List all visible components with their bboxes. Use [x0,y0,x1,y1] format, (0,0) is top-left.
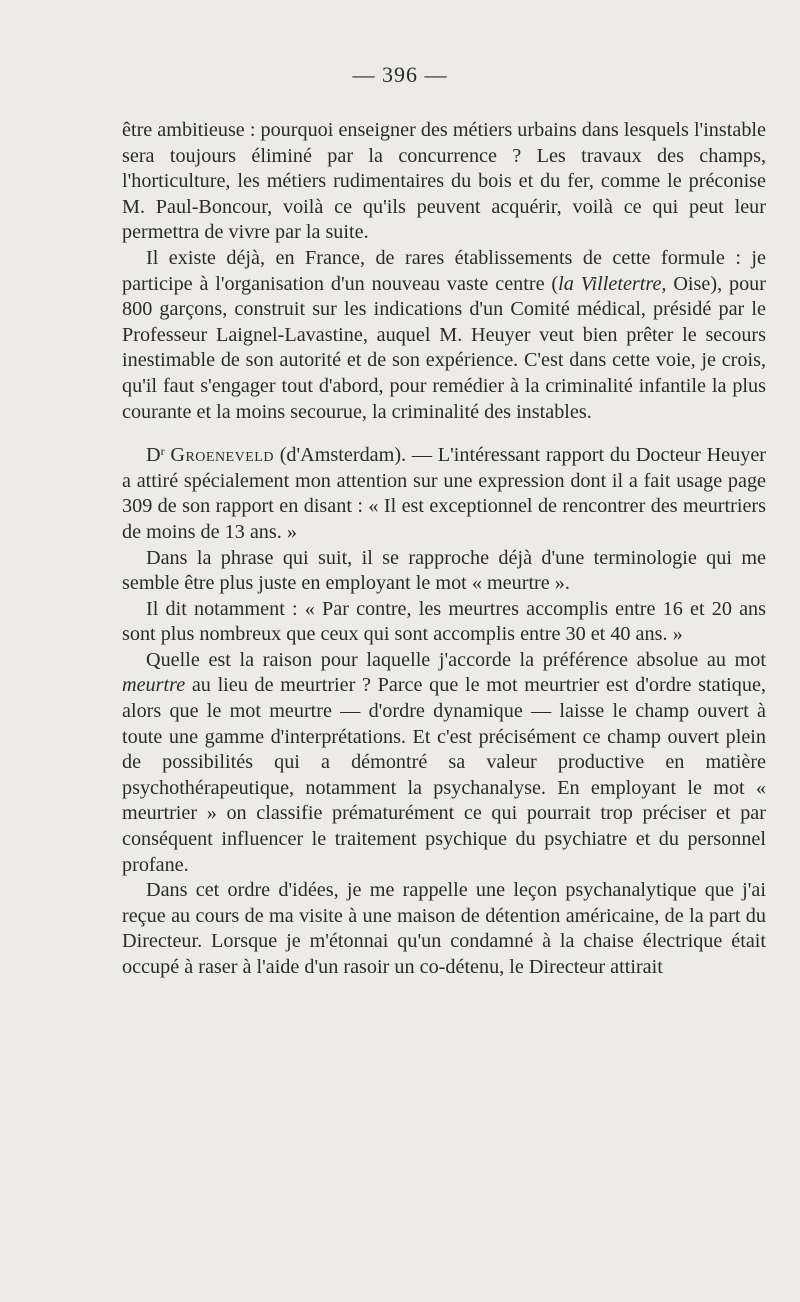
paragraph-3-text: (d'Amsterdam). — L'intéressant rapport du Docteur Heuyer a attiré spécialement mon attention sur une expression dont il a fait usage page 309 de son rapport en disant : « Il est exceptionnel de rencontrer des meurtriers de moins de 13 ans. » [122,444,767,543]
body-text [122,118,766,981]
paragraph-7: Dans cet ordre d'idées, je me rappelle une leçon psychanalytique que j'ai reçue au cours de ma visite à une maison de détention américaine, de la part du Directeur. Lorsque je m'étonnai qu'un condamné à la chaise électrique était occupé à raser à l'aide d'un rasoir un co-détenu, le Directeur attirait [122,879,766,978]
paragraph-6-text-b: au lieu de meurtrier ? Parce que le mot meurtrier est d'ordre statique, alors que le mot meurtre — d'ordre dynamique — laisse le champ ouvert à toute une gamme d'interprétations. Et c'est précisément ce champ ouvert plein de possibilités qui a démontré sa valeur productive en matière psychothérapeutique, notamment la psychanalyse. En employant le mot « meurtrier » on classifie prématurément ce qui pourrait trop préciser et par conséquent influencer le traitement psychique du psychiatre et du personnel profane. [122,674,766,876]
paragraph-6-text-a: Quelle est la raison pour laquelle j'accorde la préférence absolue au mot [146,648,766,671]
paragraph-2-text-b: Oise), pour 800 garçons, construit sur les indications d'un Comité médical, présidé par le Professeur Laignel-Lavastine, auquel M. Heuyer veut bien prêter le secours inestimable de son autorité et de son expérience. C'est dans cette voie, je crois, qu'il faut s'engager tout d'abord, pour remédier à la criminalité infantile la plus courante et la moins secourue, la criminalité des instables. [122,272,766,423]
paragraph-5: Il dit notamment : « Par contre, les meurtres accomplis entre 16 et 20 ans sont plus nombreux que ceux qui sont accomplis entre 30 et 40 ans. » [122,597,766,646]
paragraph-1: être ambitieuse : pourquoi enseigner des métiers urbains dans lesquels l'instable sera toujours éliminé par la concurrence ? Les travaux des champs, l'horticulture, les métiers rudimentaires du bois et du fer, comme le préconise M. Paul-Boncour, voilà ce qu'ils peuvent acquérir, voilà ce qui peut leur permettra de vivre par la suite. [122,119,766,244]
page-number: — 396 — [352,62,448,87]
paragraph-4: Dans la phrase qui suit, il se rapproche déjà d'une terminologie qui me semble être plus juste en employant le mot « meurtre ». [122,546,766,595]
speaker-name: Groeneveld [170,444,274,467]
paragraph-3 [122,443,766,545]
term-italic: meurtre [122,674,186,697]
speaker-title: D [146,444,161,467]
place-name-italic: la Villetertre, [558,272,667,295]
paragraph-6 [122,648,766,878]
paragraph-2-text-a: Il existe déjà, en France, de rares établissements de cette formule : je participe à l'organisation d'un nouveau vaste centre ( [122,246,766,295]
speaker-title-sup: r [160,444,165,459]
paragraph-2 [122,246,766,425]
